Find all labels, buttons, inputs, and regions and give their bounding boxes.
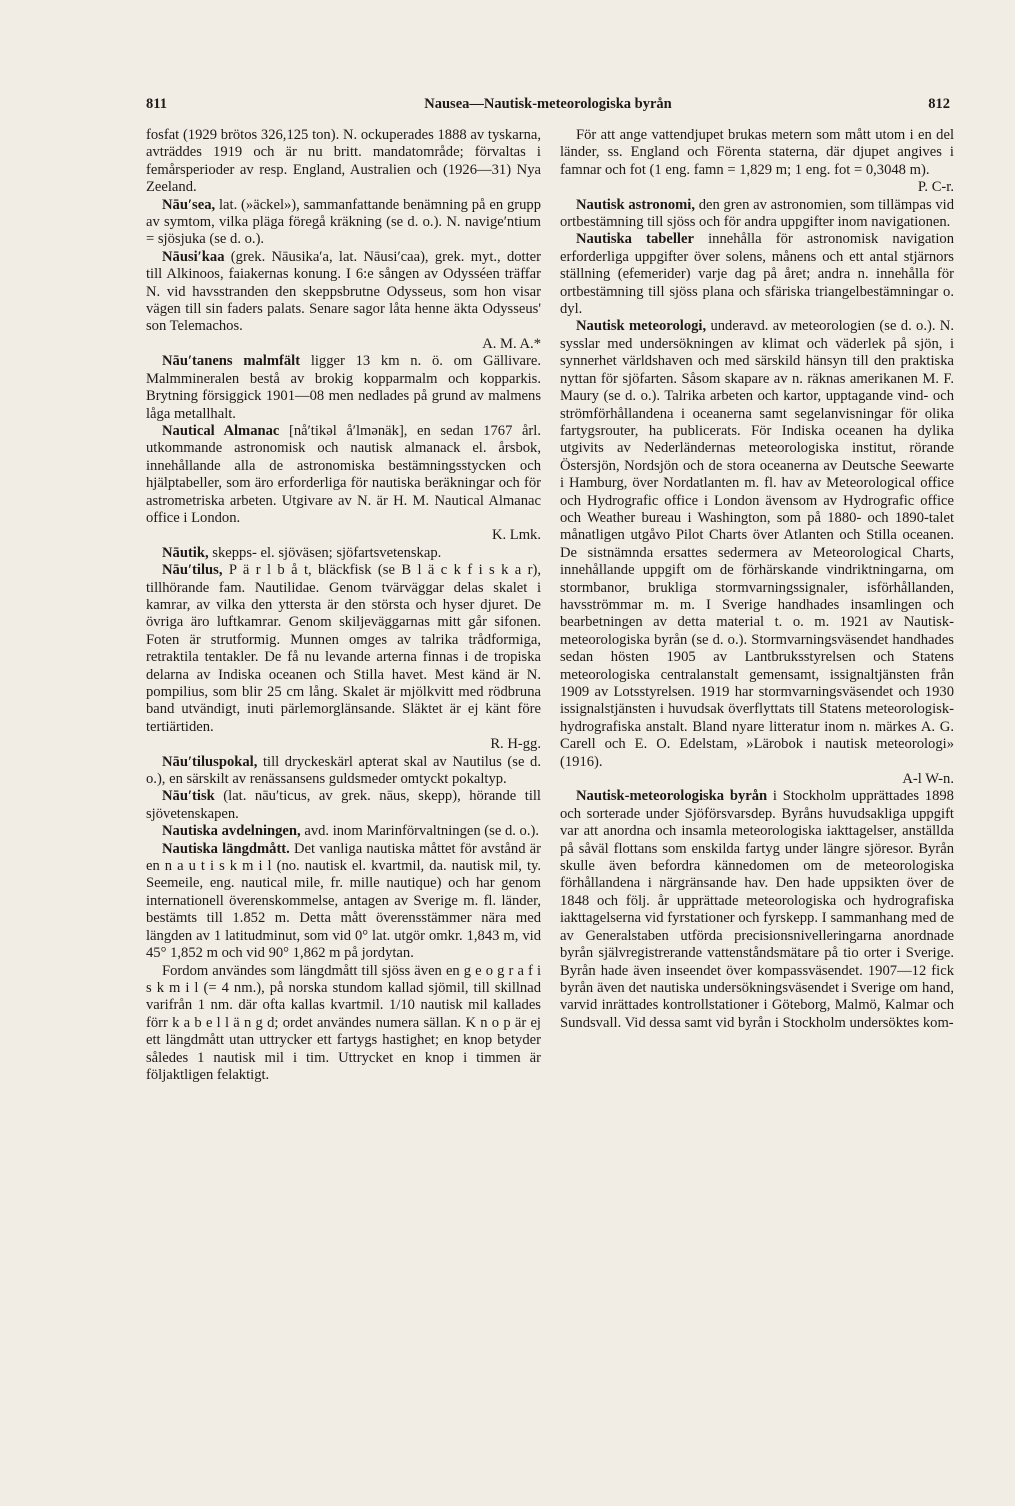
author-signature: P. C-r. [917, 179, 954, 196]
entry-text: [nå′tikəl å′lmənäk], en sedan 1767 årl. utkommande astronomisk och nautisk almanack el. årsbok, innehållande alla de astronomiska bestämningsstycken och hjälptabeller, som äro erforderliga för nautiska beräkningar och för astrometriska arbeten. Utgivare av N. är H. M. Nautical Almanac office i London. [146, 422, 541, 526]
right-column [560, 127, 954, 1032]
entry-text: till dryckeskärl apterat skal av Nautilus (se d. o.), en särskilt av renässansens guldsmeder omtyckt pokaltyp. [146, 753, 541, 788]
entry-headword: Nautisk-meteorologiska byrån [576, 788, 768, 805]
author-signature: K. Lmk. [491, 527, 541, 544]
left-column [146, 127, 541, 1084]
left-page-number: 811 [146, 96, 167, 112]
entry-text: underavd. av meteorologien (se d. o.). N. sysslar med undersökningen av klimat och väderlek på sjön, i synnerhet världshaven och med särskild hänsyn till den praktiska nyttan för sjöfarten. Såsom skapare av n. räknas amerikanen M. F. Maury (se d. o.). Talrika arbeten och kartor, upptagande vind- och strömförhållandena i oceanerna samt segelanvisningar för olika fartygsrouter, ha publicerats. För Indiska oceanen ha dylika utgivits av Nederländernas meteorologiska institut, rörande Östersjön, Nordsjön och de stora oceanerna av Deutsche Seewarte i Hamburg, över Nordatlanten m. fl. hav av Meteorological office och Hydrografic office i London ävensom av Hydrografic office och Weather bureau i Washington, som på 1880- och 1890-talet månatligen utgåvo Pilot Charts över Atlanten och Stilla oceanen. De sistnämnda ersattes sedermera av Meteorological Charts, innehållande uppgift om de förhärskande vindriktningarna, om stormbanor, brukliga stormvarningssignaler, isförhållanden, havsströmmar m. m. I Sverige handhades insamlingen och bearbetningen av detta material t. o. m. 1921 av Nautisk-meteorologiska byrån (se d. o.). Stormvarningsväsendet handhades sedan hösten 1905 av Lantbruksstyrelsen och Statens meteorologiska centralanstalt gemensamt, issignaltjänsten från 1909 av Lotsstyrelsen. 1919 har stormvarningsväsendet och 1930 issignalstjänsten i huvudsak överflyttats till Statens meteorologisk-hydrografiska anstalt. Bland nyare litteratur inom n. märkes A. G. Carell och E. O. Edelstam, »Lärobok i nautisk meteorologi» (1916). [560, 318, 954, 770]
entry [146, 562, 541, 753]
entry-text: den gren av astronomien, som tillämpas vid ortbestämning till sjöss och för andra uppgifter inom navigationen. [560, 196, 954, 231]
running-title: Nausea—Nautisk-meteorologiska byrån [424, 96, 672, 112]
entry-headword: Nāutik, [162, 544, 209, 561]
entry-headword: Nāu′sea, [162, 196, 216, 213]
entry [146, 197, 541, 249]
entry [146, 353, 541, 423]
entry [560, 231, 954, 318]
right-page-number: 812 [928, 96, 950, 112]
paragraph [146, 127, 541, 197]
entry-headword: Nāusi′kaa [162, 248, 225, 265]
entry-headword: Nāu′tanens malmfält [162, 353, 301, 370]
entry-text: fosfat (1929 brötos 326,125 ton). N. ockuperades 1888 av tyskarna, avträddes 1919 och är nu britt. mandatområde; förvaltas i femårsperioder av resp. England, Australien och (1926—31) Nya Zeeland. [146, 127, 541, 196]
paragraph [560, 127, 954, 197]
entry-text: P ä r l b å t, bläckfisk (se B l ä c k f i s k a r), tillhörande fam. Nautilidae. Genom tvärväggar delas skalet i kamrar, av vilka den yttersta är den största och hyser djuret. De övriga äro luftkamrar. Genom skiljeväggarnas mitt går sifonen. Foten är strutformig. Munnen omges av talrika trådformiga, retraktila tentakler. De få nu levande arterna finnas i de tropiska delarna av Indiska oceanen och Stilla havet. Mest känd är N. pompilius, som blir 25 cm lång. Skalet är mjölkvitt med rödbruna band utvändigt, inuti pärlemorglänsande. Släktet är ej känt före tertiärtiden. [146, 562, 541, 735]
paragraph [146, 963, 541, 1085]
entry-text: skepps- el. sjöväsen; sjöfartsvetenskap. [208, 544, 442, 561]
entry-text: (grek. Nāusika′a, lat. Nāusi′caa), grek. myt., dotter till Alkinoos, faiakernas konung. I 6:e sången av Odysséen träffar N. vid havsstranden den skeppsbrutne Odysseus, som hon visar vägen till sin faders palats. Senare sagor låta henne äkta Odysseus' son Telemachos. [146, 248, 541, 335]
entry [560, 197, 954, 232]
entry [146, 249, 541, 353]
running-header [146, 96, 950, 118]
entry-headword: Nautisk meteorologi, [576, 318, 707, 335]
entry-headword: Nautisk astronomi, [576, 196, 695, 213]
entry-headword: Nāu′tilus, [162, 562, 223, 579]
entry [146, 754, 541, 789]
entry-text: lat. (»äckel»), sammanfattande benämning på en grupp av symtom, vilka pläga föregå kräkning (se d. o.). N. navige′ntium = sjösjuka (se d. o.). [146, 196, 541, 248]
entry-headword: Nāu′tiluspokal, [162, 753, 258, 770]
entry-headword: Nautical Almanac [162, 422, 280, 439]
entry [560, 318, 954, 788]
entry [146, 545, 541, 562]
entry-headword: Nautiska avdelningen, [162, 823, 301, 840]
entry-text: (lat. nāu′ticus, av grek. nāus, skepp), hörande till sjövetenskapen. [146, 788, 541, 822]
entry-text: avd. inom Marinförvaltningen (se d. o.). [300, 823, 539, 840]
entry-text: innehålla för astronomisk navigation erforderliga uppgifter över solens, månens och ett antal stjärnors ställning (efemerider) varje dag på året; andra n. innehålla för ortbestämning till sjöss plana och sfäriska triangelbestämningar o. dyl. [560, 231, 954, 318]
entry [560, 788, 954, 1032]
entry-text: För att ange vattendjupet brukas metern som mått utom i en del länder, ss. England och Förenta staterna, där djupet angives i famnar och fot (1 eng. famn = 1,829 m; 1 eng. fot = 0,3048 m). [560, 127, 954, 178]
entry-text: Det vanliga nautiska måttet för avstånd är en n a u t i s k m i l (no. nautisk el. kvartmil, da. nautisk mil, ty. Seemeile, eng. nautical mile, fr. mille nautique) och har genom internationell överenskommelse, antagen av Sverige m. fl. länder, bestämts till 1.852 m. Detta mått överensstämmer nära med längden av 1 latitudminut, som vid 0° lat. utgör omkr. 1,843 m, vid 45° 1,852 m och vid 90° 1,862 m på jordytan. [146, 840, 541, 962]
entry [146, 423, 541, 545]
entry-text: Fordom användes som längdmått till sjöss även en g e o g r a f i s k m i l (= 4 nm.), på norska stundom kallad sjömil, till skillnad varifrån 1 nm. där ofta kallas kvartmil. 1/10 nautisk mil kallades förr k a b e l l ä n g d; ordet användes numera sällan. K n o p är ej ett längdmått utan uttrycker ett fartygs hastighet; en knop betyder således 1 nautisk mil i tim. Uttrycket en knop i timmen är följaktligen felaktigt. [146, 962, 541, 1083]
author-signature: A. M. A.* [482, 335, 541, 352]
entry [146, 788, 541, 823]
author-signature: R. H-gg. [490, 736, 541, 753]
entry-headword: Nautiska tabeller [576, 231, 694, 248]
author-signature: A-l W-n. [902, 771, 954, 788]
entry [146, 823, 541, 840]
entry-text: i Stockholm upprättades 1898 och sorterade under Sjöförsvarsdep. Byråns huvudsakliga uppgift var att anordna och insamla meteorologiska iakttagelser, anställda på såväl flottans som enskilda fartyg under längre sjöresor. Byrån skulle även befordra kännedomen om de meteorologiska förhållandena i närgränsande hav. Den hade uppsikten över de 1848 och följ. år upprättade meteorologiska och hydrografiska iakttagelserna vid fyrstationer och fyrskepp. I sammanhang med de av Generalstaben utförda precisionsnivelleringarna anordnade byrån självregistrerande vattenståndsmätare på tio orter i Sverige. Byrån hade även inseendet över kompassväsendet. 1907—12 fick byrån även det nautiska undersökningsväsendet i Sverige om hand, varvid inrättades kontrollstationer i Göteborg, Malmö, Kalmar och Sundsvall. Vid dessa samt vid byrån i Stockholm undersöktes kom- [560, 788, 954, 1031]
entry-headword: Nautiska längdmått. [162, 840, 290, 857]
entry-text: ligger 13 km n. ö. om Gällivare. Malmmineralen bestå av brokig kopparmalm och kopparkis. Brytning försiggick 1901—08 men nedlades på grund av malmens låga metallhalt. [146, 353, 541, 422]
entry-headword: Nāu′tisk [162, 788, 215, 805]
entry [146, 841, 541, 963]
